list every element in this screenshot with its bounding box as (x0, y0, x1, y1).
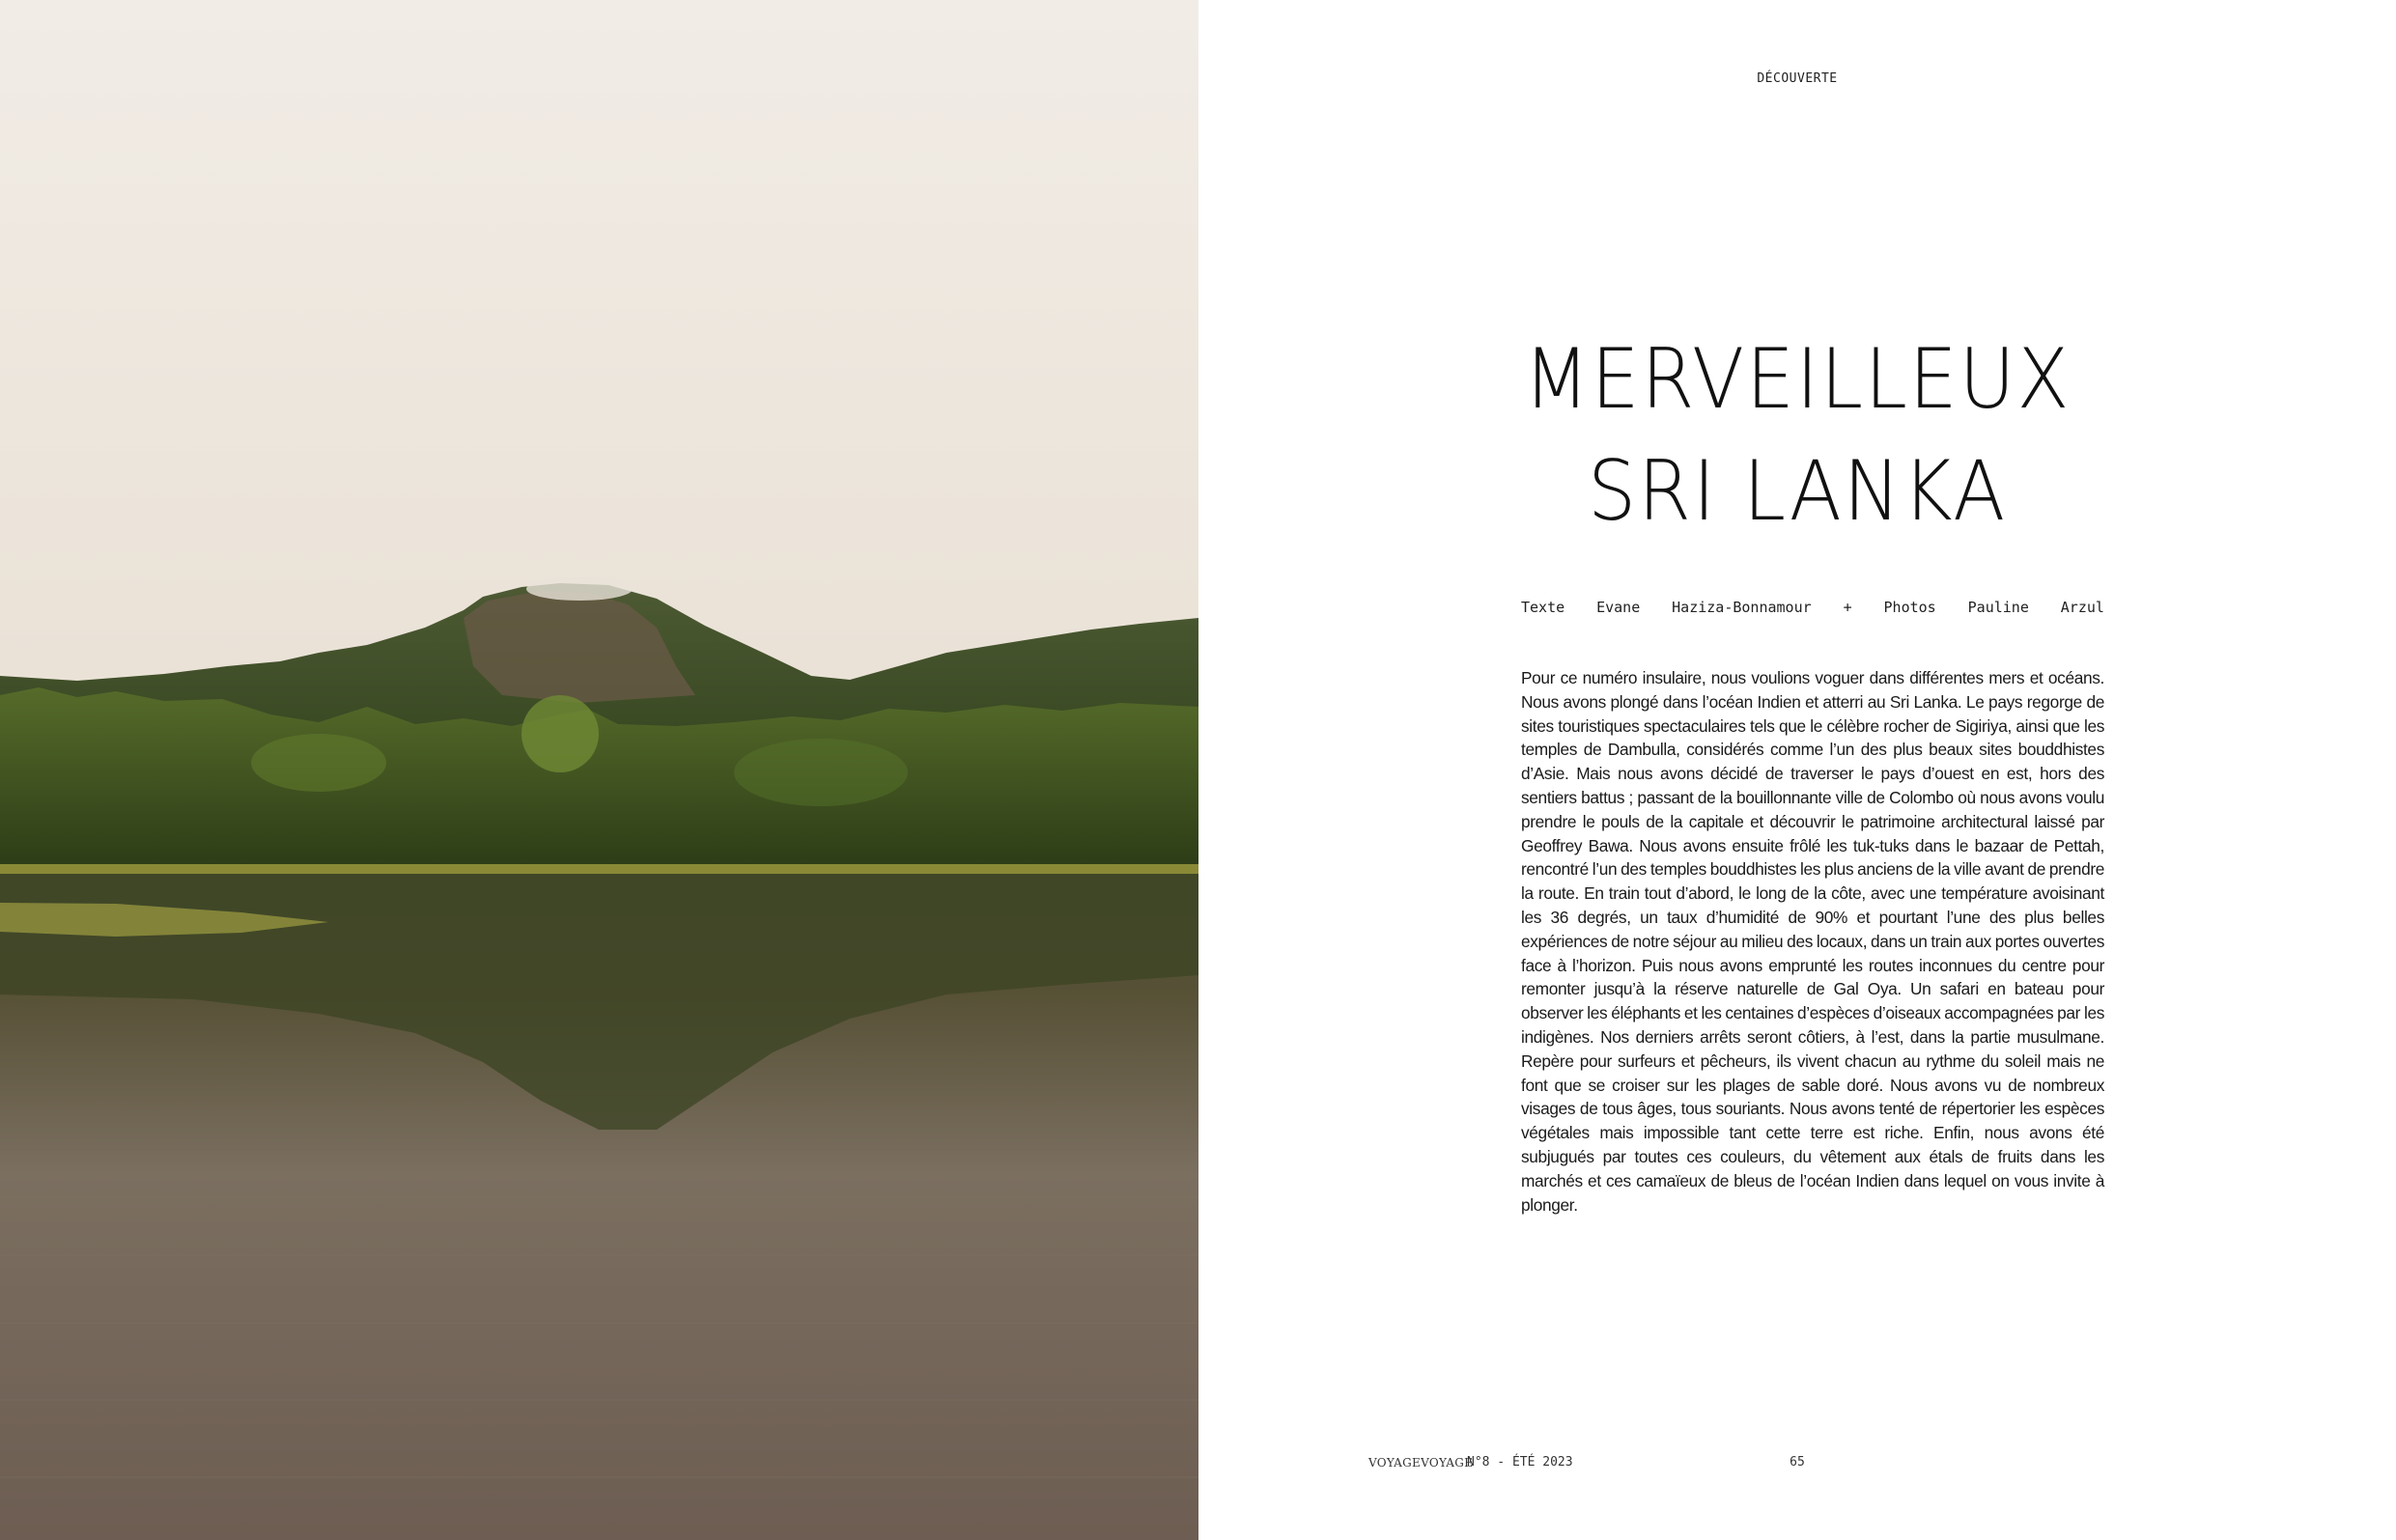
article-credits (1521, 599, 2104, 616)
magazine-name: VOYAGEVOYAGE (1368, 1456, 1474, 1470)
credit-word: Texte (1521, 599, 1565, 616)
article-body: Pour ce numéro insulaire, nous voulions voguer dans différentes mers et océans. Nous avons plongé dans l’océan Indien et atterri au Sri Lanka. Le pays regorge de sites touristiques spectaculaires tels que le célèbre rocher de Sigiriya, ainsi que les temples de Dambulla, considérés comme l’un des plus beaux sites bouddhistes d’Asie. Mais nous avons décidé de traverser le pays d’ouest en est, hors des sentiers battus ; passant de la bouillonnante ville de Colombo où nous avons voulu prendre le pouls de la capitale et découvrir le patrimoine architectural laissé par Geoffrey Bawa. Nous avons ensuite frôlé les tuk-tuks dans le bazaar de Pettah, rencontré l’un des temples bouddhistes les plus anciens de la ville avant de prendre la route. En train tout d’abord, le long de la côte, avec une température avoisinant les 36 degrés, un taux d’humidité de 90% et pourtant l’une des plus belles expériences de notre séjour au milieu des locaux, dans un train aux portes ouvertes face à l’horizon. Puis nous avons emprunté les routes inconnues du centre pour remonter jusqu’à la réserve naturelle de Gal Oya. Un safari en bateau pour observer les éléphants et les centaines d’espèces d’oiseaux accompagnées par les indigènes. Nos derniers arrêts seront côtiers, à l’est, dans la partie musulmane. Repère pour surfeurs et pêcheurs, ils vivent chacun au rythme du soleil mais ne font que se croiser sur les plages de sable doré. Nous avons vu de nombreux visages de tous âges, tous souriants. Nous avons tenté de répertorier les espèces végétales mais impossible tant cette terre est riche. Enfin, nous avons été subjugués par toutes ces couleurs, du vêtement aux étals de fruits dans les marchés et ces camaïeux de bleus de l’océan Indien dans lequel on vous invite à plonger. (1521, 668, 2104, 1215)
credit-word: Pauline (1967, 599, 2029, 616)
credit-word: Evane (1596, 599, 1641, 616)
article-title-line-2: SRI LANKA (1587, 443, 2008, 540)
article-page (1198, 0, 2396, 1540)
article-title-line-1: MERVEILLEUX (1523, 331, 2072, 428)
credit-word: Photos (1883, 599, 1936, 616)
issue-label: N°8 - ÉTÉ 2023 (1467, 1455, 1573, 1470)
credit-word: Haziza-Bonnamour (1672, 599, 1812, 616)
article-title (1247, 323, 2349, 547)
credit-word: + (1843, 599, 1852, 616)
credit-word: Arzul (2060, 599, 2104, 616)
page-number: 65 (1790, 1455, 1805, 1470)
section-label: DÉCOUVERTE (1757, 71, 1838, 86)
